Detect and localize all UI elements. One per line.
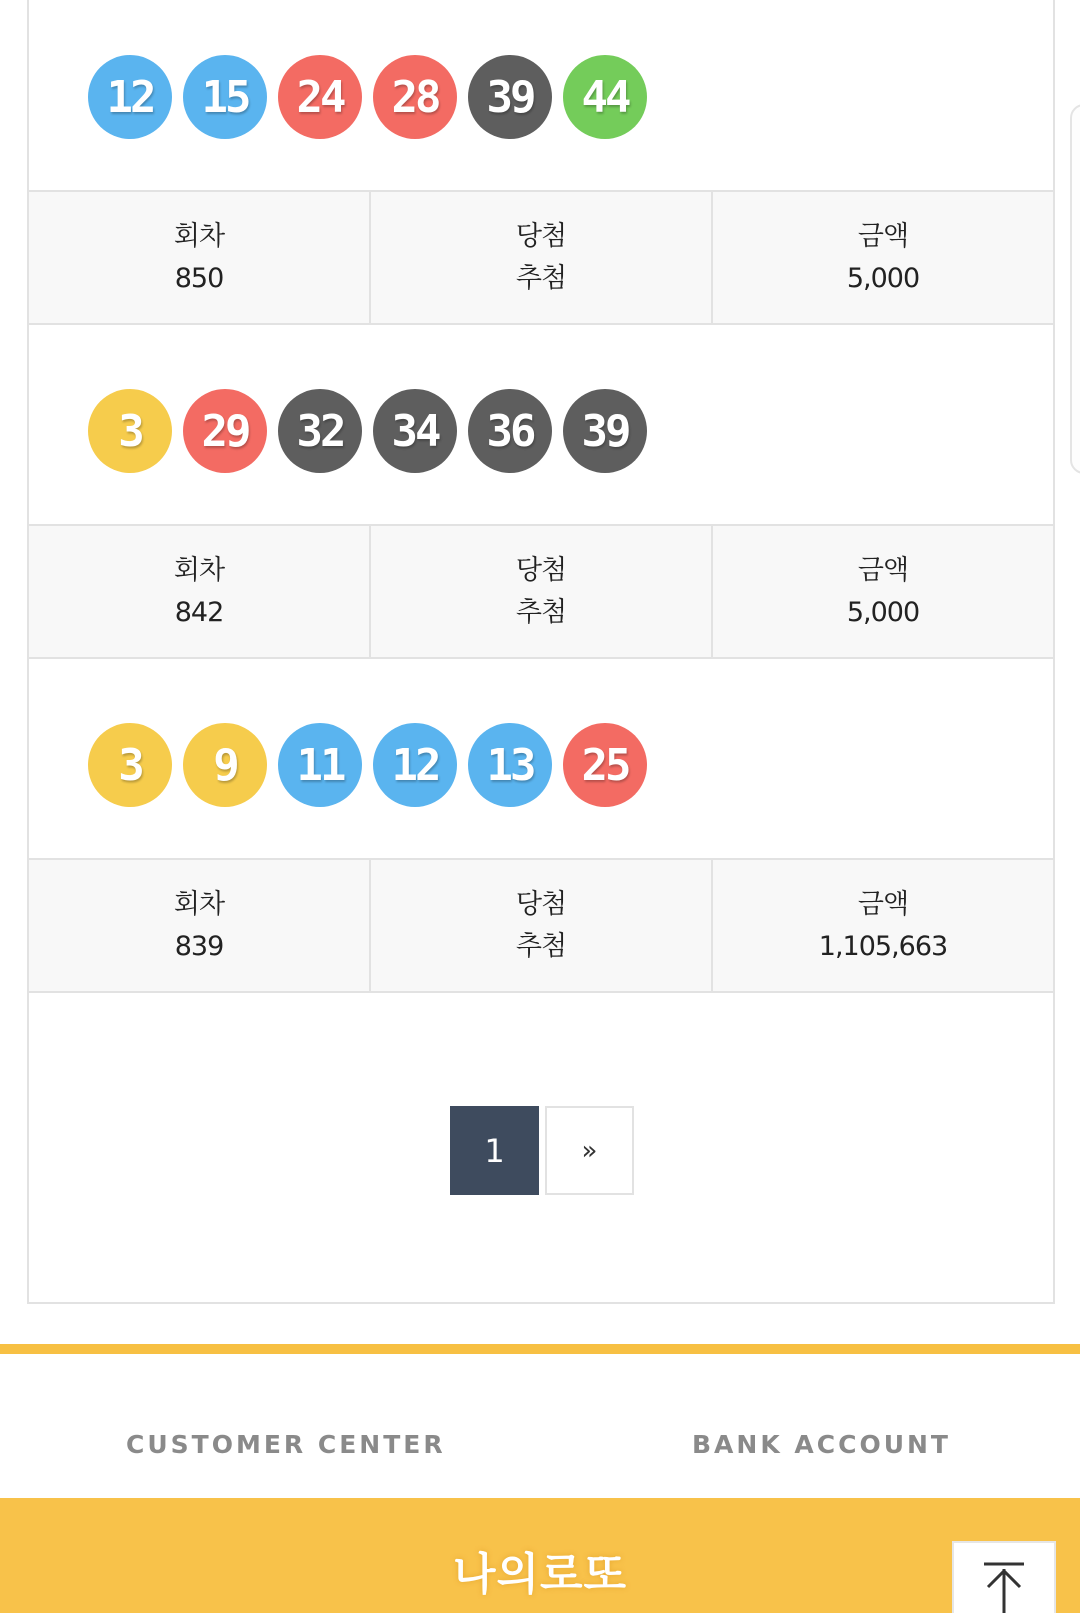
win-cell	[371, 526, 713, 657]
win-cell-label: 당첨	[515, 220, 567, 252]
lotto-ball: 39	[468, 55, 552, 139]
footer-links	[0, 1400, 1080, 1495]
amount-cell-value: 1,105,663	[818, 930, 948, 962]
pagination	[450, 1106, 634, 1195]
lotto-ball: 15	[183, 55, 267, 139]
lotto-ball: 28	[373, 55, 457, 139]
bank-account-link[interactable]: BANK ACCOUNT	[692, 1430, 951, 1459]
lotto-ball: 36	[468, 389, 552, 473]
lotto-ball: 44	[563, 55, 647, 139]
lotto-ball: 34	[373, 389, 457, 473]
round-cell-value: 850	[174, 262, 224, 294]
amount-cell	[713, 526, 1053, 657]
win-cell	[371, 192, 713, 323]
lotto-ball: 12	[373, 723, 457, 807]
amount-cell-value: 5,000	[846, 262, 920, 294]
round-cell-label: 회차	[173, 554, 225, 586]
round-cell-label: 회차	[173, 220, 225, 252]
customer-center-link[interactable]: CUSTOMER CENTER	[126, 1430, 446, 1459]
amount-cell-value: 5,000	[846, 596, 920, 628]
round-cell-label: 회차	[173, 888, 225, 920]
lotto-ball: 32	[278, 389, 362, 473]
amount-cell	[713, 860, 1053, 991]
bottom-bar	[0, 1498, 1080, 1613]
lotto-ball: 12	[88, 55, 172, 139]
win-cell-label: 당첨	[515, 554, 567, 586]
round-cell-value: 842	[174, 596, 224, 628]
win-cell	[371, 860, 713, 991]
next-page-button[interactable]: »	[545, 1106, 634, 1195]
lotto-ball: 3	[88, 389, 172, 473]
amount-cell-label: 금액	[857, 554, 909, 586]
win-cell-value: 추첨	[515, 930, 567, 962]
round-cell	[29, 526, 371, 657]
win-cell-label: 당첨	[515, 888, 567, 920]
amount-cell-label: 금액	[857, 888, 909, 920]
round-cell	[29, 192, 371, 323]
results-panel	[27, 0, 1055, 1304]
round-cell	[29, 860, 371, 991]
lotto-ball: 3	[88, 723, 172, 807]
lotto-ball: 24	[278, 55, 362, 139]
result-info-row	[29, 190, 1053, 325]
footer-divider	[0, 1344, 1080, 1354]
ball-row	[29, 332, 1053, 530]
side-handle[interactable]	[1070, 104, 1080, 474]
lotto-ball: 39	[563, 389, 647, 473]
lotto-ball: 11	[278, 723, 362, 807]
amount-cell-label: 금액	[857, 220, 909, 252]
result-info-row	[29, 524, 1053, 659]
lotto-ball: 13	[468, 723, 552, 807]
amount-cell	[713, 192, 1053, 323]
page-1-button[interactable]: 1	[450, 1106, 539, 1195]
lotto-ball: 25	[563, 723, 647, 807]
win-cell-value: 추첨	[515, 596, 567, 628]
win-cell-value: 추첨	[515, 262, 567, 294]
brand-logo-text[interactable]: 나의로또	[452, 1549, 627, 1600]
arrow-to-top-icon	[982, 1561, 1026, 1613]
ball-row	[29, 0, 1053, 196]
result-info-row	[29, 858, 1053, 993]
ball-row	[29, 666, 1053, 864]
lotto-ball: 29	[183, 389, 267, 473]
lotto-ball: 9	[183, 723, 267, 807]
round-cell-value: 839	[174, 930, 224, 962]
scroll-top-button[interactable]	[952, 1541, 1056, 1613]
